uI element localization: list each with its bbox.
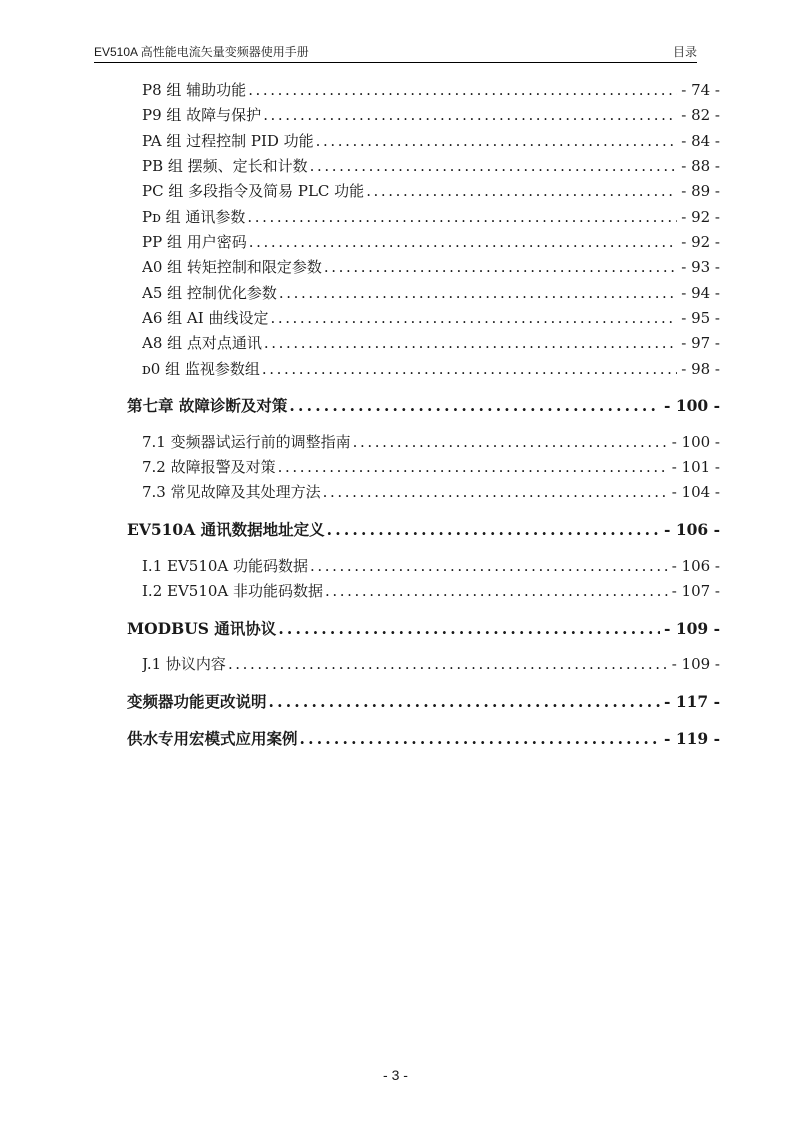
toc-leader-dots bbox=[310, 555, 668, 577]
toc-entry[interactable] bbox=[142, 256, 720, 278]
toc-leader-dots bbox=[248, 79, 677, 101]
toc-entry-title: 7.3 常见故障及其处理方法 bbox=[142, 483, 321, 501]
toc-entry-page: - 74 - bbox=[681, 81, 720, 99]
toc-entry[interactable] bbox=[142, 431, 720, 453]
toc-entry[interactable] bbox=[142, 580, 720, 602]
toc-chapter-entry[interactable] bbox=[127, 727, 720, 751]
toc-leader-dots bbox=[289, 394, 660, 418]
toc-entry-title: A8 组 点对点通讯 bbox=[142, 334, 262, 352]
toc-entry-page: - 92 - bbox=[681, 233, 720, 251]
toc-leader-dots bbox=[228, 653, 668, 675]
toc-leader-dots bbox=[249, 231, 678, 253]
toc-chapter-entry[interactable] bbox=[127, 617, 720, 641]
toc-chapter-page: - 119 - bbox=[663, 729, 720, 748]
toc-entry-title: P8 组 辅助功能 bbox=[142, 81, 247, 99]
toc-entry[interactable] bbox=[142, 155, 720, 177]
toc-leader-dots bbox=[310, 155, 678, 177]
toc-leader-dots bbox=[316, 130, 678, 152]
toc-entry-title: 7.2 故障报警及对策 bbox=[142, 458, 276, 476]
toc-entry-page: - 109 - bbox=[671, 655, 720, 673]
toc-entry-page: - 94 - bbox=[681, 284, 720, 302]
toc-entry[interactable] bbox=[142, 282, 720, 304]
toc-leader-dots bbox=[366, 180, 677, 202]
toc-entry-page: - 95 - bbox=[681, 309, 720, 327]
page-number: - 3 - bbox=[383, 1067, 408, 1083]
toc-entry-title: PB 组 摆频、定长和计数 bbox=[142, 157, 308, 175]
toc-leader-dots bbox=[300, 727, 660, 751]
toc-leader-dots bbox=[247, 206, 677, 228]
toc-entry-title: PP 组 用户密码 bbox=[142, 233, 247, 251]
toc-entry-page: - 97 - bbox=[681, 334, 720, 352]
toc-entry-page: - 98 - bbox=[681, 360, 720, 378]
toc-chapter-entry[interactable] bbox=[127, 690, 720, 714]
toc-entry-title: A0 组 转矩控制和限定参数 bbox=[142, 258, 322, 276]
toc-entry[interactable] bbox=[142, 332, 720, 354]
toc-entry[interactable] bbox=[142, 206, 720, 228]
toc-leader-dots bbox=[324, 256, 677, 278]
toc-entry-page: - 84 - bbox=[681, 132, 720, 150]
toc-chapter-title: 第七章 故障诊断及对策 bbox=[127, 396, 288, 415]
toc-entry-title: P9 组 故障与保护 bbox=[142, 106, 262, 124]
toc-entry-title: PA 组 过程控制 PID 功能 bbox=[142, 132, 314, 150]
toc-entry[interactable] bbox=[142, 130, 720, 152]
toc-entry[interactable] bbox=[142, 231, 720, 253]
toc-chapter-page: - 106 - bbox=[663, 520, 720, 539]
toc-entry-title: I.1 EV510A 功能码数据 bbox=[142, 557, 309, 575]
toc-chapter-title: 供水专用宏模式应用案例 bbox=[127, 729, 298, 748]
toc-entry-page: - 93 - bbox=[681, 258, 720, 276]
header-rule bbox=[94, 62, 697, 63]
toc-entry[interactable] bbox=[142, 79, 720, 101]
toc-entry[interactable] bbox=[142, 307, 720, 329]
toc-leader-dots bbox=[279, 282, 677, 304]
toc-chapter-title: 变频器功能更改说明 bbox=[127, 692, 267, 711]
toc-entry[interactable] bbox=[142, 180, 720, 202]
toc-entry-page: - 89 - bbox=[681, 182, 720, 200]
toc-leader-dots bbox=[262, 358, 677, 380]
toc-entry-title: PC 组 多段指令及简易 PLC 功能 bbox=[142, 182, 365, 200]
toc-chapter-entry[interactable] bbox=[127, 518, 720, 542]
toc-chapter-title: EV510A 通讯数据地址定义 bbox=[127, 520, 325, 539]
toc-entry-page: - 107 - bbox=[671, 582, 720, 600]
toc-entry[interactable] bbox=[142, 104, 720, 126]
toc-leader-dots bbox=[278, 456, 668, 478]
toc-leader-dots bbox=[270, 307, 677, 329]
toc-entry-title: J.1 协议内容 bbox=[142, 655, 226, 673]
toc-leader-dots bbox=[353, 431, 668, 453]
toc-entry[interactable] bbox=[142, 481, 720, 503]
toc-entry[interactable] bbox=[142, 653, 720, 675]
toc-leader-dots bbox=[325, 580, 668, 602]
toc-chapter-entry[interactable] bbox=[127, 394, 720, 418]
toc-chapter-page: - 100 - bbox=[663, 396, 720, 415]
toc-entry-page: - 101 - bbox=[671, 458, 720, 476]
toc-leader-dots bbox=[264, 332, 677, 354]
page-header bbox=[94, 44, 697, 60]
toc-leader-dots bbox=[278, 617, 660, 641]
toc-entry-title: I.2 EV510A 非功能码数据 bbox=[142, 582, 324, 600]
toc-chapter-title: MODBUS 通讯协议 bbox=[127, 619, 277, 638]
toc-leader-dots bbox=[323, 481, 668, 503]
toc-entry-title: ᴅ0 组 监视参数组 bbox=[142, 360, 260, 378]
toc-entry[interactable] bbox=[142, 456, 720, 478]
toc-entry[interactable] bbox=[142, 555, 720, 577]
toc-entry-title: A6 组 AI 曲线设定 bbox=[142, 309, 269, 327]
toc-entry-title: Pᴅ 组 通讯参数 bbox=[142, 208, 246, 226]
toc-entry-title: 7.1 变频器试运行前的调整指南 bbox=[142, 433, 351, 451]
toc-leader-dots bbox=[263, 104, 677, 126]
toc-entry-page: - 88 - bbox=[681, 157, 720, 175]
toc-chapter-page: - 117 - bbox=[663, 692, 720, 711]
header-title: EV510A 高性能电流矢量变频器使用手册 bbox=[94, 45, 309, 59]
toc-entry-page: - 100 - bbox=[671, 433, 720, 451]
toc-entry-title: A5 组 控制优化参数 bbox=[142, 284, 277, 302]
toc-entry-page: - 92 - bbox=[681, 208, 720, 226]
toc-leader-dots bbox=[269, 690, 660, 714]
toc-leader-dots bbox=[327, 518, 660, 542]
toc-entry-page: - 104 - bbox=[671, 483, 720, 501]
toc-entry-page: - 106 - bbox=[671, 557, 720, 575]
header-section: 目录 bbox=[672, 45, 697, 59]
toc-entry[interactable] bbox=[142, 358, 720, 380]
toc-entry-page: - 82 - bbox=[681, 106, 720, 124]
toc-chapter-page: - 109 - bbox=[663, 619, 720, 638]
